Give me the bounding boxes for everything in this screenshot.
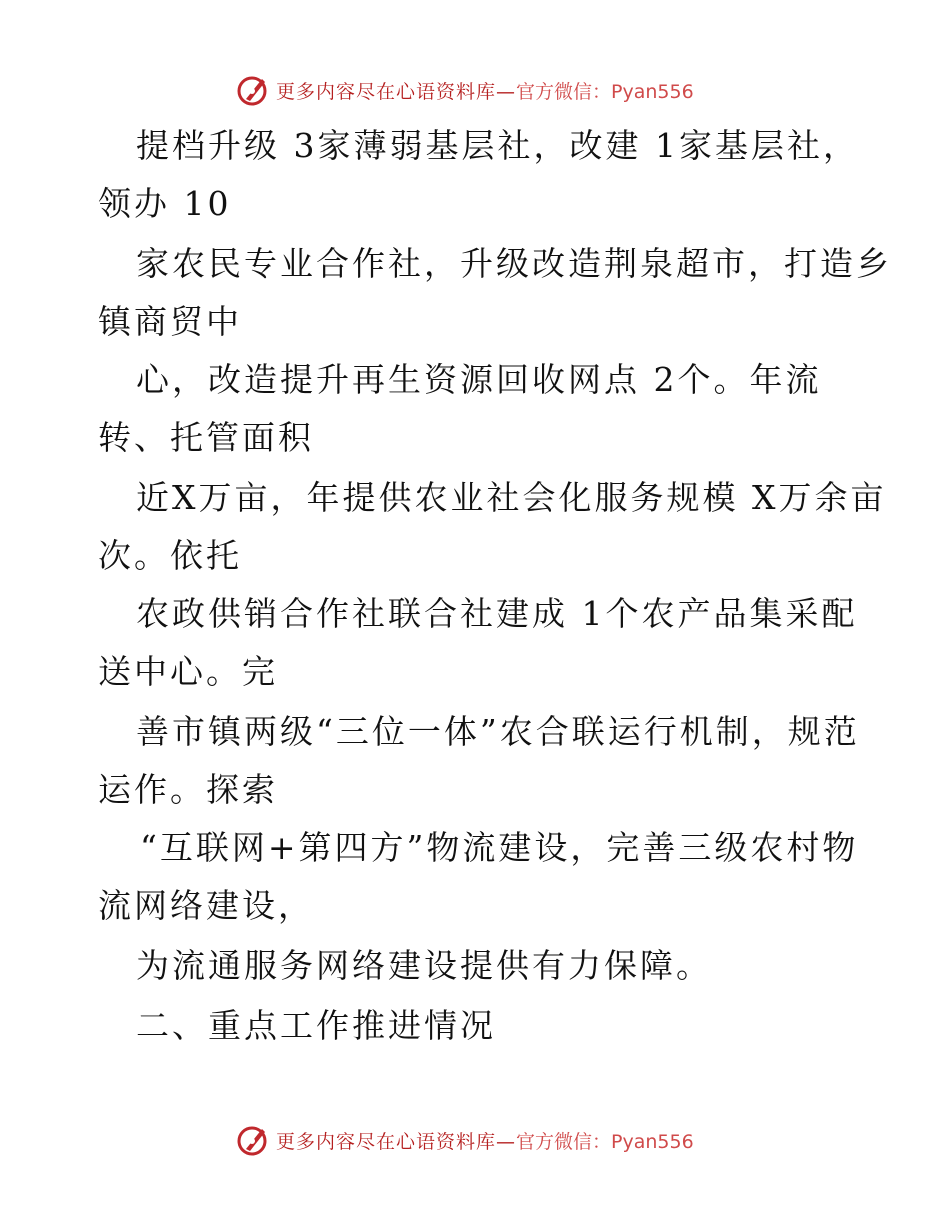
quill-logo-icon bbox=[236, 1123, 270, 1157]
header-watermark bbox=[236, 72, 694, 108]
quill-logo-icon bbox=[236, 73, 270, 107]
body-line: 次。依托 bbox=[98, 536, 242, 575]
footer-watermark bbox=[236, 1122, 694, 1158]
body-line: 善市镇两级“三位一体”农合联运行机制，规范 bbox=[136, 712, 860, 751]
body-line: 近X万亩，年提供农业社会化服务规模 X万余亩 bbox=[136, 478, 887, 517]
body-line: 心，改造提升再生资源回收网点 2个。年流 bbox=[136, 360, 822, 399]
body-line: 镇商贸中 bbox=[98, 302, 242, 341]
body-line: 提档升级 3家薄弱基层社，改建 1家基层社， bbox=[136, 126, 859, 165]
banner-contact: 官方微信：Pyan556 bbox=[516, 80, 694, 103]
body-line: 为流通服务网络建设提供有力保障。 bbox=[136, 946, 712, 985]
body-line: “互联网+第四方”物流建设，完善三级农村物 bbox=[140, 828, 859, 867]
banner-contact: 官方微信：Pyan556 bbox=[516, 1130, 694, 1153]
body-line: 转、托管面积 bbox=[98, 418, 314, 457]
body-line: 运作。探索 bbox=[98, 770, 278, 809]
body-line: 农政供销合作社联合社建成 1个农产品集采配 bbox=[136, 594, 858, 633]
banner-text: 更多内容尽在心语资料库— bbox=[276, 1130, 517, 1153]
body-line: 家农民专业合作社，升级改造荆泉超市，打造乡 bbox=[136, 244, 892, 283]
body-line: 领办 10 bbox=[98, 184, 232, 223]
banner-text: 更多内容尽在心语资料库— bbox=[276, 80, 517, 103]
section-heading: 二、重点工作推进情况 bbox=[136, 1006, 496, 1045]
body-line: 流网络建设， bbox=[98, 886, 314, 925]
body-line: 送中心。完 bbox=[98, 652, 278, 691]
